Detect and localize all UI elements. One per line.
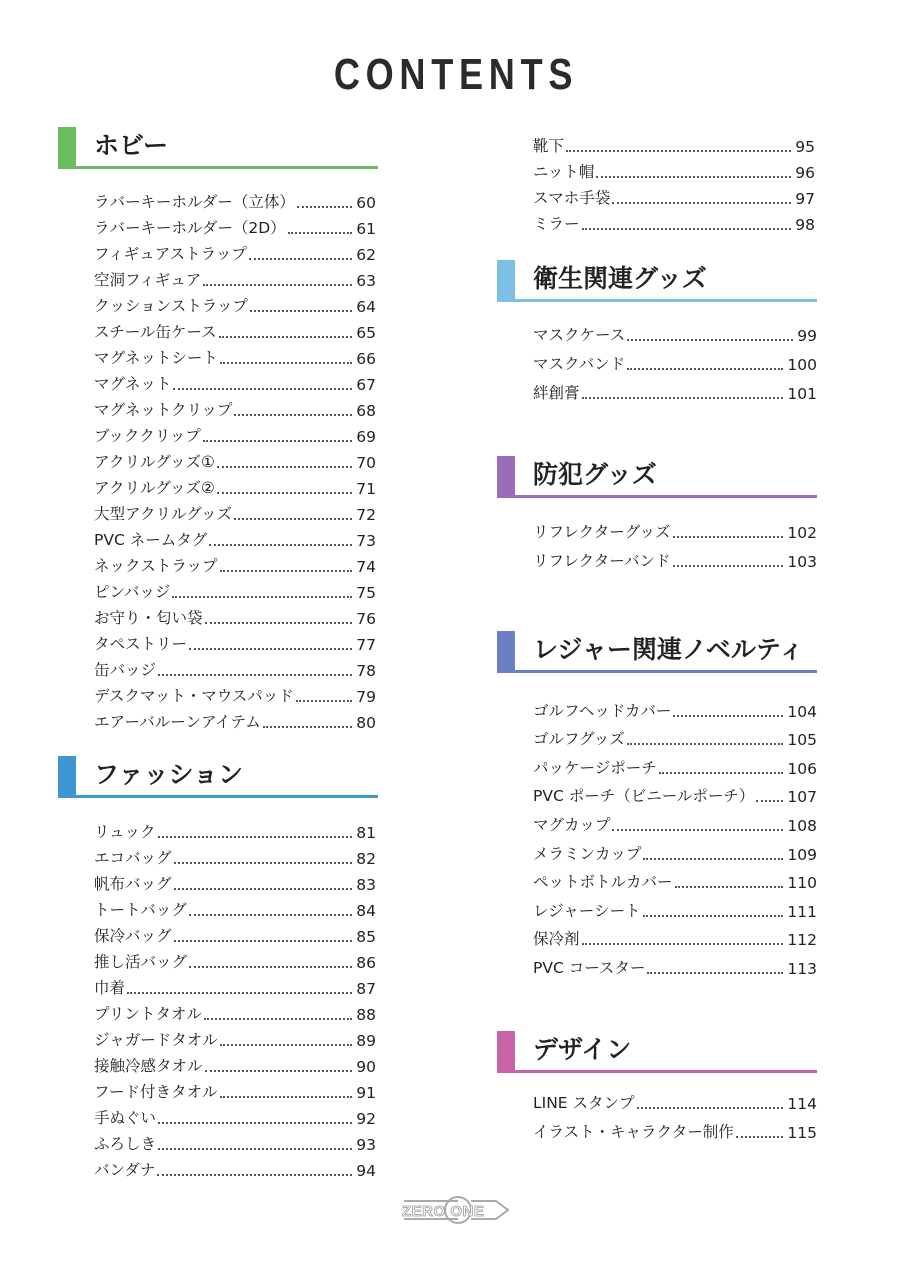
dot-leader [643,915,784,917]
entry-page-number: 107 [787,788,817,807]
entry-label: マグカップ [533,815,611,834]
entry-label: ピンバッジ [94,583,171,601]
dot-leader [220,362,352,364]
section-color-bar [497,631,515,671]
entry-list-design [533,1084,817,1142]
entry-page-number: 112 [787,931,817,950]
dot-leader [250,310,352,312]
entry-label: ペットボトルカバー [533,873,673,892]
entry-page-number: 92 [356,1110,376,1128]
toc-entry [94,472,376,498]
dot-leader [205,1070,353,1072]
toc-entry [94,628,376,654]
entry-label: マグネット [94,375,172,393]
toc-entry [94,1102,376,1128]
entry-page-number: 77 [356,636,376,654]
entry-label: 缶バッジ [94,661,157,679]
toc-entry [533,156,815,182]
toc-entry [533,692,817,721]
logo-text: ZERO ONE [402,1203,485,1220]
dot-leader [296,700,352,702]
toc-entry [94,576,376,602]
entry-page-number: 76 [356,610,376,628]
entry-page-number: 87 [356,980,376,998]
toc-entry [94,238,376,264]
dot-leader [582,397,784,399]
toc-entry [533,542,817,571]
entry-label: PVC ネームタグ [94,531,208,549]
entry-page-number: 73 [356,532,376,550]
entry-label: ふろしき [94,1135,157,1153]
section-underline [58,166,378,169]
dot-leader [234,414,352,416]
toc-entry [94,316,376,342]
entry-page-number: 66 [356,350,376,368]
toc-entry [94,264,376,290]
entry-label: エアーバルーンアイテム [94,713,261,731]
toc-entry [94,446,376,472]
dot-leader [217,466,352,468]
toc-entry [533,345,817,374]
entry-label: イラスト・キャラクター制作 [533,1123,734,1141]
section-header [58,127,378,167]
toc-entry [94,1024,376,1050]
entry-page-number: 84 [356,902,376,920]
dot-leader [647,972,783,974]
section-color-bar [497,260,515,300]
entry-page-number: 102 [787,524,817,542]
dot-leader [582,943,784,945]
toc-entry [94,602,376,628]
section-header [497,456,817,496]
toc-entry [94,524,376,550]
entry-list-crime-prevention [533,513,817,571]
section-title: レジャー関連ノベルティ [533,635,804,664]
dot-leader [675,886,784,888]
entry-label: 大型アクリルグッズ [94,505,232,523]
toc-entry [533,864,817,893]
entry-page-number: 103 [787,553,817,571]
entry-label: 巾着 [94,979,126,997]
entry-label: ミラー [533,215,580,233]
entry-page-number: 96 [795,164,815,182]
dot-leader [673,565,784,567]
section-leisure [497,631,817,671]
entry-page-number: 80 [356,714,376,732]
entry-page-number: 61 [356,220,376,238]
entry-label: プリントタオル [94,1005,202,1023]
toc-entry [533,130,815,156]
toc-entry [94,498,376,524]
entry-page-number: 98 [795,216,815,234]
entry-label: マグネットクリップ [94,401,233,419]
entry-label: 絆創膏 [533,384,580,402]
toc-entry [94,1154,376,1180]
entry-label: お守り・匂い袋 [94,609,203,627]
entry-label: アクリルグッズ① [94,453,215,471]
entry-label: レジャーシート [533,901,641,920]
entry-page-number: 65 [356,324,376,342]
toc-entry [94,706,376,732]
entry-page-number: 85 [356,928,376,946]
entry-page-number: 95 [795,138,815,156]
toc-entry [94,920,376,946]
entry-page-number: 67 [356,376,376,394]
entry-label: エコバッグ [94,849,172,867]
section-color-bar [58,127,76,167]
entry-page-number: 90 [356,1058,376,1076]
entry-page-number: 72 [356,506,376,524]
toc-entry [533,921,817,950]
toc-entry [533,721,817,750]
section-hobby [58,127,378,167]
entry-page-number: 79 [356,688,376,706]
section-header [497,631,817,671]
toc-entry [94,212,376,238]
entry-label: 帆布バッグ [94,875,172,893]
section-underline [497,299,817,302]
dot-leader [203,440,352,442]
toc-entry [94,368,376,394]
section-hygiene [497,260,817,300]
entry-page-number: 105 [787,731,817,750]
dot-leader [612,829,783,831]
entry-label: アクリルグッズ② [94,479,215,497]
entry-page-number: 88 [356,1006,376,1024]
dot-leader [158,836,353,838]
entry-page-number: 74 [356,558,376,576]
entry-label: ブッククリップ [94,427,201,445]
entry-label: LINE スタンプ [533,1094,635,1112]
toc-entry [94,894,376,920]
entry-page-number: 60 [356,194,376,212]
dot-leader [673,536,784,538]
entry-page-number: 89 [356,1032,376,1050]
toc-entry [94,680,376,706]
entry-label: PVC コースター [533,958,646,977]
entry-page-number: 81 [356,824,376,842]
toc-entry [533,949,817,978]
entry-page-number: 86 [356,954,376,972]
toc-entry [94,186,376,212]
dot-leader [263,726,352,728]
dot-leader [174,862,353,864]
section-header [497,1031,817,1071]
section-underline [497,670,817,673]
dot-leader [174,888,353,890]
dot-leader [157,1174,352,1176]
dot-leader [566,150,791,152]
dot-leader [172,596,352,598]
entry-page-number: 71 [356,480,376,498]
dot-leader [219,336,353,338]
section-color-bar [497,456,515,496]
entry-page-number: 93 [356,1136,376,1154]
entry-label: 接触冷感タオル [94,1057,203,1075]
entry-page-number: 69 [356,428,376,446]
entry-page-number: 63 [356,272,376,290]
toc-entry [533,835,817,864]
toc-entry [94,868,376,894]
section-title: 衛生関連グッズ [533,264,707,293]
entry-page-number: 115 [787,1124,817,1142]
toc-entry [533,1084,817,1113]
entry-page-number: 97 [795,190,815,208]
toc-entry [94,1076,376,1102]
entry-label: リフレクターグッズ [533,523,671,541]
entry-page-number: 68 [356,402,376,420]
entry-label: 保冷剤 [533,930,580,949]
toc-entry [533,208,815,234]
entry-label: トートバッグ [94,901,187,919]
toc-entry [533,374,817,403]
entry-label: ラバーキーホルダー（立体） [94,193,295,211]
entry-page-number: 82 [356,850,376,868]
toc-entry [533,182,815,208]
section-crime-prevention [497,456,817,496]
entry-page-number: 104 [787,702,817,721]
toc-entry [94,342,376,368]
entry-label: 手ぬぐい [94,1109,157,1127]
toc-entry [94,998,376,1024]
entry-list-fashion [94,816,376,1180]
dot-leader [673,715,783,717]
entry-label: ラバーキーホルダー（2D） [94,219,286,237]
entry-label: マスクバンド [533,355,626,373]
toc-entry [533,806,817,835]
entry-page-number: 114 [787,1095,817,1113]
page-title: CONTENTS [333,50,579,99]
dot-leader [596,176,791,178]
entry-label: 推し活バッグ [94,953,188,971]
entry-label: フード付きタオル [94,1083,218,1101]
toc-entry [94,290,376,316]
entry-page-number: 91 [356,1084,376,1102]
section-color-bar [497,1031,515,1071]
section-fashion [58,756,378,796]
entry-label: タペストリー [94,635,188,653]
toc-entry [533,778,817,807]
section-header [497,260,817,300]
entry-page-number: 78 [356,662,376,680]
toc-entry [94,972,376,998]
toc-entry [94,842,376,868]
entry-label: ジャガードタオル [94,1031,218,1049]
entry-label: ゴルフグッズ [533,730,625,749]
section-header [58,756,378,796]
dot-leader [627,743,784,745]
toc-entry [94,550,376,576]
toc-entry [533,513,817,542]
dot-leader [756,800,783,802]
dot-leader [582,228,792,230]
entry-page-number: 64 [356,298,376,316]
dot-leader [173,388,352,390]
dot-leader [205,622,353,624]
entry-label: クッションストラップ [94,297,248,315]
dot-leader [174,940,353,942]
dot-leader [637,1107,784,1109]
entry-page-number: 83 [356,876,376,894]
toc-entry [94,1050,376,1076]
entry-page-number: 62 [356,246,376,264]
entry-page-number: 109 [787,845,817,864]
dot-leader [627,368,783,370]
dot-leader [612,202,791,204]
section-title: 防犯グッズ [533,460,657,489]
section-title: ホビー [94,131,169,160]
entry-list-hobby [94,186,376,732]
dot-leader [189,966,352,968]
entry-page-number: 110 [787,874,817,893]
toc-entry [533,749,817,778]
entry-page-number: 108 [787,816,817,835]
dot-leader [220,1044,353,1046]
section-underline [497,495,817,498]
entry-label: マグネットシート [94,349,218,367]
zero-one-logo [396,1192,516,1228]
dot-leader [234,518,352,520]
dot-leader [627,339,793,341]
entry-label: スチール缶ケース [94,323,217,341]
section-title: ファッション [94,760,244,789]
section-color-bar [58,756,76,796]
entry-label: マスクケース [533,326,626,344]
entry-page-number: 106 [787,759,817,778]
entry-page-number: 70 [356,454,376,472]
dot-leader [643,858,783,860]
dot-leader [189,648,352,650]
entry-page-number: 100 [787,356,817,374]
toc-entry [533,892,817,921]
entry-page-number: 111 [787,902,817,921]
section-underline [58,795,378,798]
entry-page-number: 99 [797,327,817,345]
entry-label: フィギュアストラップ [94,245,247,263]
toc-entry [94,420,376,446]
section-design [497,1031,817,1071]
dot-leader [736,1136,784,1138]
entry-label: リフレクターバンド [533,552,671,570]
dot-leader [158,674,352,676]
entry-page-number: 75 [356,584,376,602]
dot-leader [288,232,353,234]
toc-entry [94,654,376,680]
entry-label: リュック [94,823,156,841]
toc-entry [94,946,376,972]
entry-label: 保冷バッグ [94,927,172,945]
toc-entry [533,316,817,345]
toc-entry [94,394,376,420]
entry-page-number: 113 [787,959,817,978]
section-title: デザイン [533,1035,632,1064]
entry-label: 空洞フィギュア [94,271,202,289]
entry-label: ニット帽 [533,163,595,181]
dot-leader [220,570,353,572]
entry-label: デスクマット・マウスパッド [94,687,294,705]
entry-list-hygiene [533,316,817,403]
section-underline [497,1070,817,1073]
dot-leader [189,914,353,916]
toc-entry [94,816,376,842]
dot-leader [217,492,352,494]
entry-label: ゴルフヘッドカバー [533,701,672,720]
entry-page-number: 94 [356,1162,376,1180]
entry-list-leisure [533,692,817,978]
entry-label: PVC ポーチ（ビニールポーチ） [533,787,755,806]
dot-leader [249,258,352,260]
dot-leader [158,1148,352,1150]
dot-leader [209,544,352,546]
entry-label: メラミンカップ [533,844,642,863]
entry-label: パッケージポーチ [533,758,657,777]
dot-leader [158,1122,352,1124]
dot-leader [204,1018,352,1020]
entry-page-number: 101 [787,385,817,403]
dot-leader [127,992,352,994]
entry-label: ネックストラップ [94,557,218,575]
entry-label: 靴下 [533,137,565,155]
dot-leader [203,284,352,286]
entry-list-fashion-continued [533,130,815,234]
toc-entry [533,1113,817,1142]
entry-label: バンダナ [94,1161,156,1179]
entry-label: スマホ手袋 [533,189,611,207]
dot-leader [220,1096,353,1098]
dot-leader [297,206,352,208]
toc-entry [94,1128,376,1154]
dot-leader [659,772,784,774]
